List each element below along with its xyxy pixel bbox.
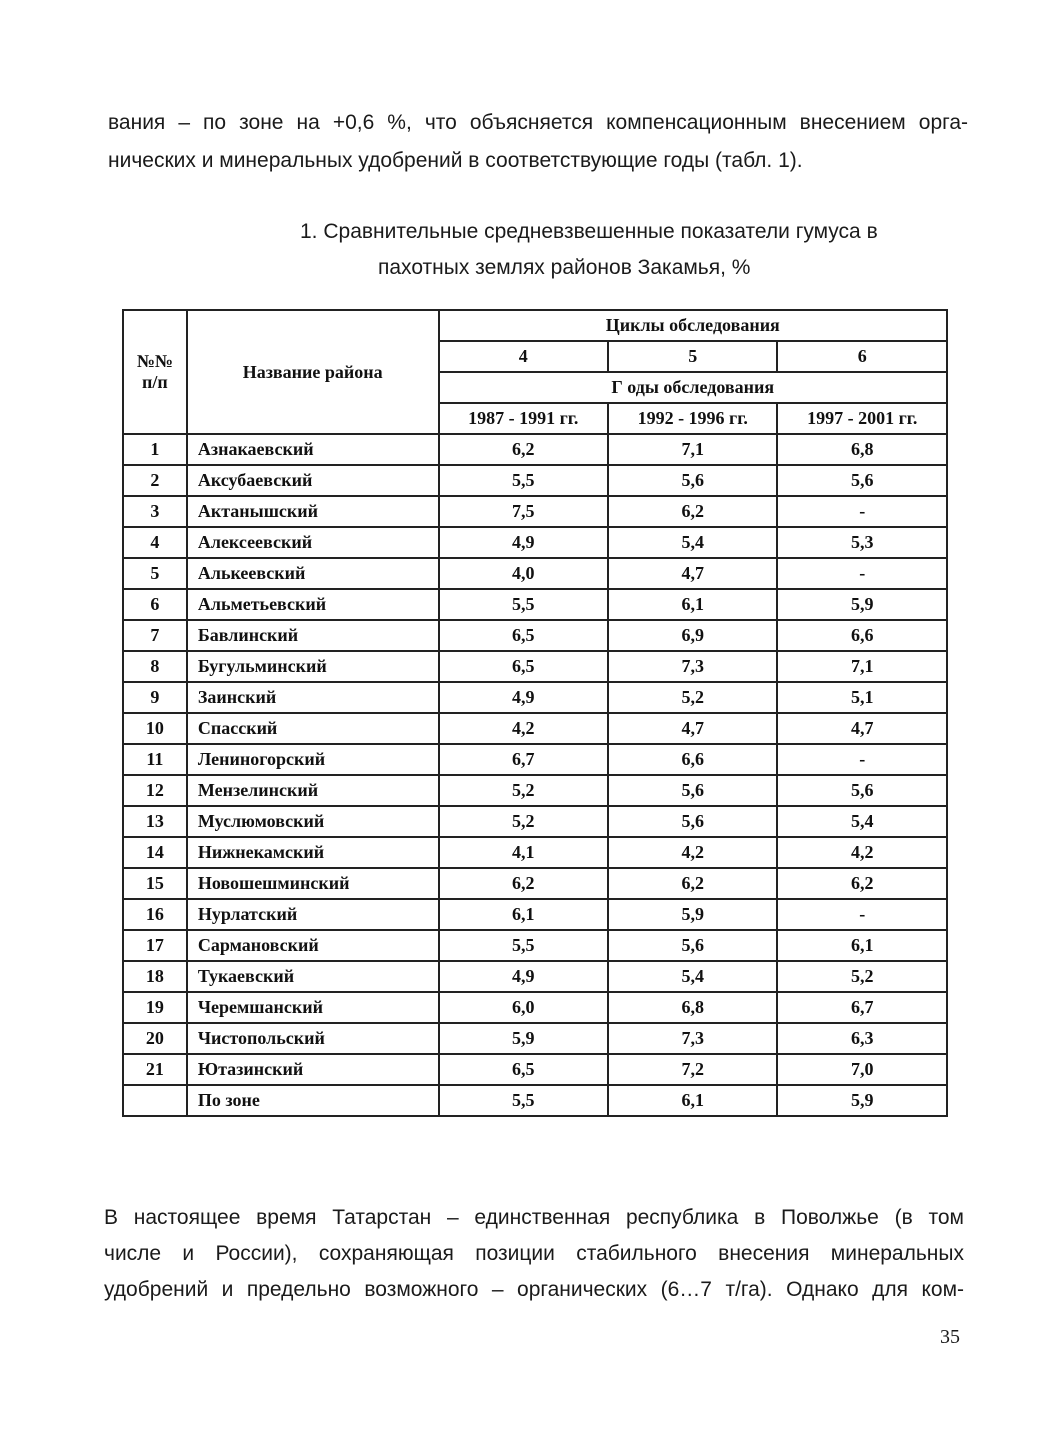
value-1987-1991: 4,9: [439, 961, 608, 992]
row-number: 20: [123, 1023, 187, 1054]
value-1997-2001: 5,1: [777, 682, 947, 713]
value-1987-1991: 5,2: [439, 775, 608, 806]
table-row: [123, 1023, 947, 1054]
district-name: Нижнекамский: [187, 837, 439, 868]
table-row: [123, 868, 947, 899]
value-1987-1991: 5,5: [439, 465, 608, 496]
row-number: 12: [123, 775, 187, 806]
humus-table: [122, 309, 948, 1117]
value-1992-1996: 5,6: [608, 775, 777, 806]
district-name: Сармановский: [187, 930, 439, 961]
value-1987-1991: 6,0: [439, 992, 608, 1023]
value-1997-2001: 5,2: [777, 961, 947, 992]
row-number: 19: [123, 992, 187, 1023]
value-1997-2001: -: [777, 496, 947, 527]
value-1992-1996: 6,9: [608, 620, 777, 651]
row-number: 14: [123, 837, 187, 868]
row-number: 6: [123, 589, 187, 620]
value-1997-2001: 6,8: [777, 434, 947, 465]
table-row: [123, 682, 947, 713]
value-1992-1996: 6,1: [608, 589, 777, 620]
value-1987-1991: 6,1: [439, 899, 608, 930]
value-1987-1991: 4,1: [439, 837, 608, 868]
value-1997-2001: 5,6: [777, 775, 947, 806]
district-name: Бугульминский: [187, 651, 439, 682]
row-number: 4: [123, 527, 187, 558]
value-1997-2001: -: [777, 899, 947, 930]
value-1992-1996: 4,7: [608, 713, 777, 744]
table-caption-line-1: 1. Сравнительные средневзвешенные показатели гумуса в: [300, 220, 878, 243]
row-number: 16: [123, 899, 187, 930]
table-row: [123, 775, 947, 806]
value-1992-1996: 5,9: [608, 899, 777, 930]
table-body: [123, 434, 947, 1116]
row-number: 18: [123, 961, 187, 992]
table-row: [123, 961, 947, 992]
value-1997-2001: 6,7: [777, 992, 947, 1023]
value-1992-1996: 7,2: [608, 1054, 777, 1085]
value-1987-1991: 4,9: [439, 527, 608, 558]
value-1997-2001: 6,2: [777, 868, 947, 899]
row-number: 8: [123, 651, 187, 682]
value-1992-1996: 5,4: [608, 961, 777, 992]
table-row: [123, 744, 947, 775]
value-1992-1996: 4,7: [608, 558, 777, 589]
district-name: Лениногорский: [187, 744, 439, 775]
row-number: [123, 1085, 187, 1116]
value-1992-1996: 6,2: [608, 496, 777, 527]
row-number: 13: [123, 806, 187, 837]
table-row: [123, 837, 947, 868]
header-cycle-5: 5: [608, 341, 777, 372]
district-name: Алексеевский: [187, 527, 439, 558]
district-name: По зоне: [187, 1085, 439, 1116]
value-1992-1996: 5,6: [608, 806, 777, 837]
value-1992-1996: 5,6: [608, 930, 777, 961]
table-row: [123, 527, 947, 558]
intro-paragraph-line-2: нических и минеральных удобрений в соответствующие годы (табл. 1).: [108, 149, 803, 172]
district-name: Спасский: [187, 713, 439, 744]
table-row: [123, 930, 947, 961]
value-1992-1996: 5,6: [608, 465, 777, 496]
table-row: [123, 465, 947, 496]
table-row: [123, 899, 947, 930]
value-1992-1996: 7,1: [608, 434, 777, 465]
value-1987-1991: 6,5: [439, 620, 608, 651]
value-1987-1991: 5,9: [439, 1023, 608, 1054]
district-name: Аксубаевский: [187, 465, 439, 496]
district-name: Чистопольский: [187, 1023, 439, 1054]
table-row: [123, 651, 947, 682]
value-1997-2001: 4,2: [777, 837, 947, 868]
row-number: 17: [123, 930, 187, 961]
district-name: Нурлатский: [187, 899, 439, 930]
value-1987-1991: 4,0: [439, 558, 608, 589]
value-1997-2001: 7,0: [777, 1054, 947, 1085]
table-caption-line-2: пахотных землях районов Закамья, %: [378, 256, 751, 279]
header-row-number: №№ п/п: [123, 310, 187, 434]
row-number: 2: [123, 465, 187, 496]
row-number: 7: [123, 620, 187, 651]
row-number: 9: [123, 682, 187, 713]
district-name: Мензелинский: [187, 775, 439, 806]
row-number: 15: [123, 868, 187, 899]
header-years: Г оды обследования: [439, 372, 948, 403]
district-name: Ютазинский: [187, 1054, 439, 1085]
table-row: [123, 496, 947, 527]
value-1987-1991: 5,2: [439, 806, 608, 837]
table-row: [123, 434, 947, 465]
value-1992-1996: 5,2: [608, 682, 777, 713]
row-number: 21: [123, 1054, 187, 1085]
value-1997-2001: 5,9: [777, 1085, 947, 1116]
value-1987-1991: 6,2: [439, 868, 608, 899]
value-1987-1991: 6,5: [439, 1054, 608, 1085]
value-1997-2001: -: [777, 558, 947, 589]
district-name: Черемшанский: [187, 992, 439, 1023]
value-1987-1991: 4,9: [439, 682, 608, 713]
row-number: 3: [123, 496, 187, 527]
table-row: [123, 558, 947, 589]
value-1997-2001: 6,6: [777, 620, 947, 651]
table-row: [123, 713, 947, 744]
value-1992-1996: 6,6: [608, 744, 777, 775]
value-1992-1996: 6,8: [608, 992, 777, 1023]
header-years-1992-1996: 1992 - 1996 гг.: [608, 403, 777, 434]
value-1997-2001: 5,3: [777, 527, 947, 558]
intro-paragraph-line-1: вания – по зоне на +0,6 %, что объясняется компенсационным внесением орга-: [108, 111, 968, 134]
value-1992-1996: 7,3: [608, 1023, 777, 1054]
district-name: Тукаевский: [187, 961, 439, 992]
table-row: [123, 620, 947, 651]
outro-paragraph-line-1: В настоящее время Татарстан – единственная республика в Поволжье (в том: [104, 1206, 964, 1229]
district-name: Алькеевский: [187, 558, 439, 589]
value-1987-1991: 5,5: [439, 930, 608, 961]
value-1997-2001: 7,1: [777, 651, 947, 682]
page-number: 35: [940, 1326, 960, 1348]
value-1997-2001: 6,1: [777, 930, 947, 961]
row-number: 11: [123, 744, 187, 775]
district-name: Актанышский: [187, 496, 439, 527]
value-1997-2001: -: [777, 744, 947, 775]
value-1987-1991: 5,5: [439, 1085, 608, 1116]
district-name: Муслюмовский: [187, 806, 439, 837]
value-1997-2001: 5,9: [777, 589, 947, 620]
district-name: Новошешминский: [187, 868, 439, 899]
district-name: Азнакаевский: [187, 434, 439, 465]
value-1987-1991: 6,5: [439, 651, 608, 682]
outro-paragraph-line-3: удобрений и предельно возможного – органических (6…7 т/га). Однако для ком-: [104, 1278, 964, 1301]
value-1997-2001: 4,7: [777, 713, 947, 744]
value-1992-1996: 7,3: [608, 651, 777, 682]
district-name: Альметьевский: [187, 589, 439, 620]
district-name: Бавлинский: [187, 620, 439, 651]
row-number: 10: [123, 713, 187, 744]
district-name: Заинский: [187, 682, 439, 713]
value-1987-1991: 6,7: [439, 744, 608, 775]
table-row: [123, 992, 947, 1023]
table-row: [123, 806, 947, 837]
value-1997-2001: 6,3: [777, 1023, 947, 1054]
value-1987-1991: 5,5: [439, 589, 608, 620]
value-1987-1991: 4,2: [439, 713, 608, 744]
value-1997-2001: 5,6: [777, 465, 947, 496]
header-cycle-6: 6: [777, 341, 947, 372]
value-1992-1996: 4,2: [608, 837, 777, 868]
value-1987-1991: 6,2: [439, 434, 608, 465]
row-number: 5: [123, 558, 187, 589]
table-row: [123, 1054, 947, 1085]
row-number: 1: [123, 434, 187, 465]
table-row: [123, 589, 947, 620]
value-1992-1996: 5,4: [608, 527, 777, 558]
value-1992-1996: 6,1: [608, 1085, 777, 1116]
header-years-1997-2001: 1997 - 2001 гг.: [777, 403, 947, 434]
outro-paragraph-line-2: числе и России), сохраняющая позиции стабильного внесения минеральных: [104, 1242, 964, 1265]
header-district-name: Название района: [187, 310, 439, 434]
value-1997-2001: 5,4: [777, 806, 947, 837]
value-1992-1996: 6,2: [608, 868, 777, 899]
header-years-1987-1991: 1987 - 1991 гг.: [439, 403, 608, 434]
header-cycle-4: 4: [439, 341, 608, 372]
value-1987-1991: 7,5: [439, 496, 608, 527]
table-row-total: [123, 1085, 947, 1116]
header-cycles: Циклы обследования: [439, 310, 948, 341]
